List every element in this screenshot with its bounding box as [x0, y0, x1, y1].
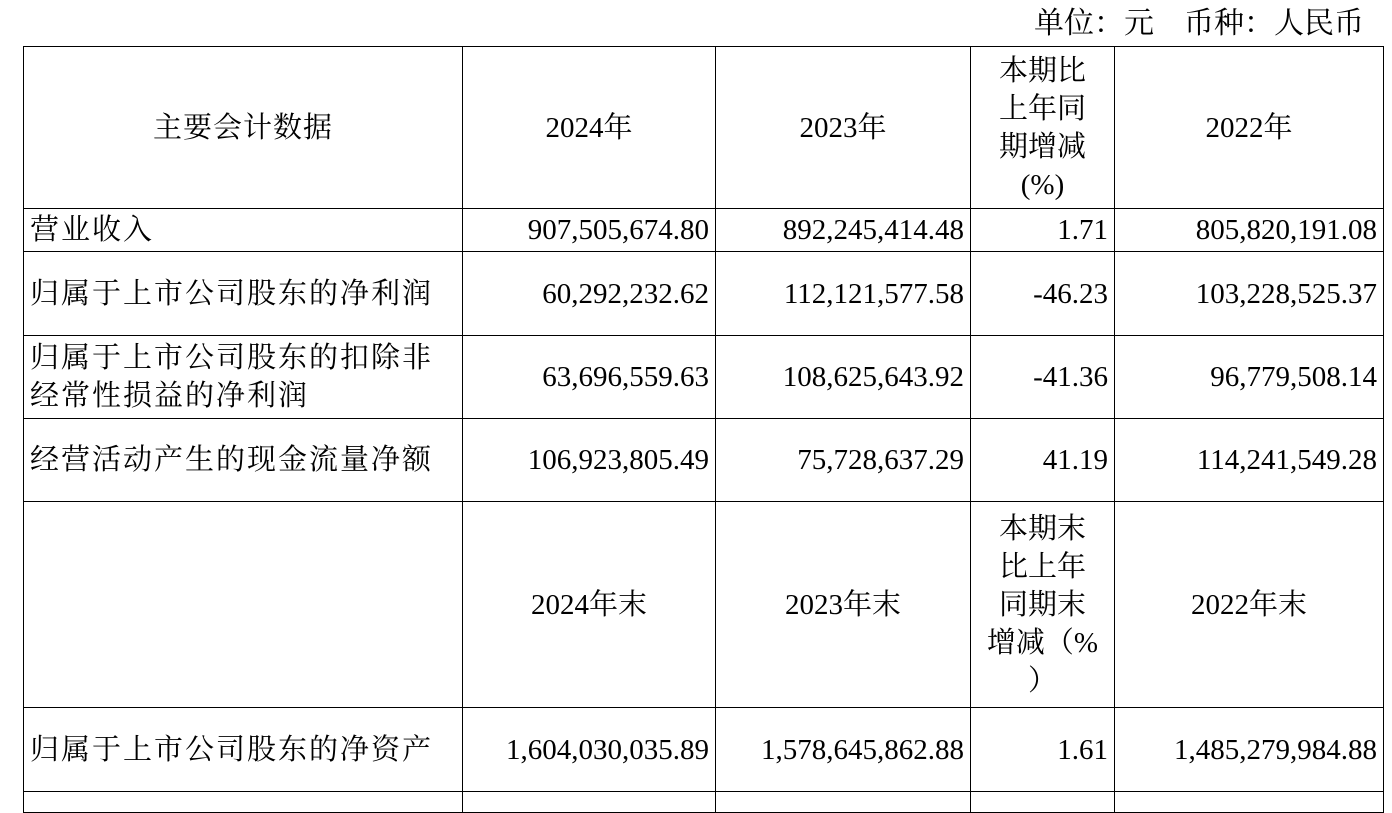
cell-change: 1.61	[971, 708, 1115, 792]
header-2023: 2023年	[716, 47, 971, 209]
cell-2024-end: 1,604,030,035.89	[463, 708, 716, 792]
cell-empty	[463, 792, 716, 813]
table-row-partial	[24, 792, 1384, 813]
cell-2022: 103,228,525.37	[1115, 252, 1384, 336]
cell-2024: 63,696,559.63	[463, 336, 716, 419]
cell-2023: 112,121,577.58	[716, 252, 971, 336]
table-row	[24, 419, 1384, 502]
cell-2024: 60,292,232.62	[463, 252, 716, 336]
table-row	[24, 252, 1384, 336]
subheader-2022-end: 2022年末	[1115, 502, 1384, 708]
subheader-2024-end: 2024年末	[463, 502, 716, 708]
cell-2022: 805,820,191.08	[1115, 209, 1384, 252]
cell-2022: 114,241,549.28	[1115, 419, 1384, 502]
cell-empty	[971, 792, 1115, 813]
table-row	[24, 209, 1384, 252]
cell-2024: 907,505,674.80	[463, 209, 716, 252]
cell-2023: 108,625,643.92	[716, 336, 971, 419]
cell-2022-end: 1,485,279,984.88	[1115, 708, 1384, 792]
subheader-label	[24, 502, 463, 708]
subheader-change: 本期末 比上年 同期末 增减（% ）	[971, 502, 1115, 708]
cell-change: 41.19	[971, 419, 1115, 502]
row-label: 归属于上市公司股东的扣除非经常性损益的净利润	[24, 336, 463, 419]
table-row	[24, 708, 1384, 792]
subheader-2023-end: 2023年末	[716, 502, 971, 708]
cell-2024: 106,923,805.49	[463, 419, 716, 502]
header-label: 主要会计数据	[24, 47, 463, 209]
header-2022: 2022年	[1115, 47, 1384, 209]
header-2024: 2024年	[463, 47, 716, 209]
cell-empty	[716, 792, 971, 813]
cell-2023-end: 1,578,645,862.88	[716, 708, 971, 792]
header-change: 本期比 上年同 期增减 (%)	[971, 47, 1115, 209]
table-subheader-row	[24, 502, 1384, 708]
row-label: 经营活动产生的现金流量净额	[24, 419, 463, 502]
cell-2022: 96,779,508.14	[1115, 336, 1384, 419]
cell-2023: 75,728,637.29	[716, 419, 971, 502]
cell-empty	[24, 792, 463, 813]
cell-change: -46.23	[971, 252, 1115, 336]
table-row	[24, 336, 1384, 419]
row-label: 归属于上市公司股东的净利润	[24, 252, 463, 336]
row-label: 归属于上市公司股东的净资产	[24, 708, 463, 792]
cell-empty	[1115, 792, 1384, 813]
cell-change: -41.36	[971, 336, 1115, 419]
unit-currency-note: 单位：元 币种：人民币	[1034, 7, 1364, 40]
cell-2023: 892,245,414.48	[716, 209, 971, 252]
key-accounting-data-table	[23, 46, 1384, 813]
cell-change: 1.71	[971, 209, 1115, 252]
table-header-row	[24, 47, 1384, 209]
row-label: 营业收入	[24, 209, 463, 252]
